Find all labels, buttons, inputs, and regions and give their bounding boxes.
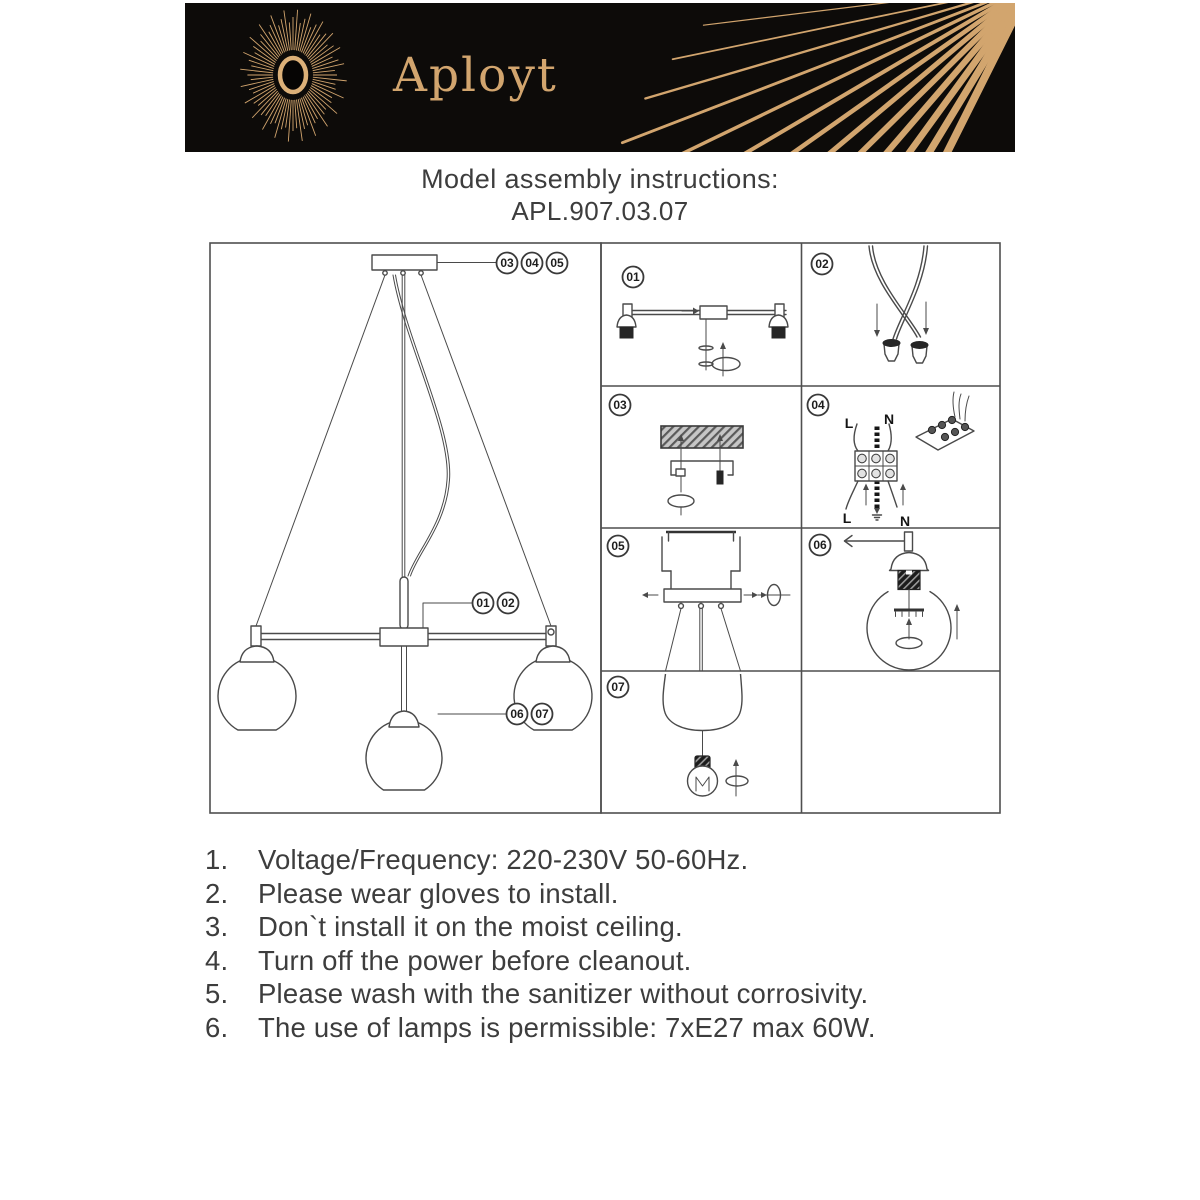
lamp-socket-icon	[772, 327, 785, 338]
svg-text:03: 03	[500, 256, 514, 270]
svg-text:05: 05	[550, 256, 564, 270]
center-rod	[400, 577, 408, 629]
glass-globe	[663, 674, 742, 731]
step-03-panel	[610, 395, 744, 516]
step-badge-07	[608, 677, 629, 698]
step-04-panel	[808, 392, 975, 529]
item-text: Please wear gloves to install.	[258, 877, 619, 909]
callout-07	[532, 704, 553, 725]
model-number: APL.907.03.07	[511, 196, 689, 226]
item-text: The use of lamps is permissible: 7xE27 max 60W.	[258, 1011, 876, 1043]
svg-text:02: 02	[501, 596, 515, 610]
wire-label-live-top: L	[844, 415, 854, 431]
instruction-item	[205, 877, 1035, 911]
item-text: Voltage/Frequency: 220-230V 50-60Hz.	[258, 844, 749, 875]
suspension-cable-left	[256, 275, 385, 626]
svg-text:01: 01	[626, 270, 640, 284]
callout-06	[507, 704, 528, 725]
step-05-panel	[608, 532, 791, 671]
step-badge-01	[623, 267, 644, 288]
item-number: 2.	[205, 877, 229, 909]
up-arrow-icon	[906, 618, 912, 625]
step-badge-02	[812, 254, 833, 275]
callout-02	[498, 593, 519, 614]
svg-text:05: 05	[611, 539, 625, 553]
step-badge-06	[810, 535, 831, 556]
junction-box	[380, 628, 428, 646]
svg-text:01: 01	[476, 596, 490, 610]
item-text: Don`t install it on the moist ceiling.	[258, 911, 683, 943]
callout-03	[497, 253, 518, 274]
callout-04	[522, 253, 543, 274]
ceiling-canopy	[372, 255, 437, 270]
lamp-socket-icon	[620, 327, 633, 338]
step-badge-05	[608, 536, 629, 557]
brand-logo-sunburst-icon	[240, 10, 346, 142]
step-02-panel	[812, 246, 930, 363]
step-badge-04	[808, 395, 829, 416]
step-badge-03	[610, 395, 631, 416]
page-title: Model assembly instructions:	[421, 164, 779, 194]
down-arrow-icon	[923, 328, 929, 335]
svg-text:06: 06	[813, 538, 827, 552]
wire-label-neutral-top: N	[883, 411, 895, 427]
svg-text:04: 04	[811, 398, 825, 412]
instruction-item	[205, 1011, 1035, 1045]
step-07-panel	[608, 674, 749, 796]
item-number: 5.	[205, 978, 229, 1010]
callout-05	[547, 253, 568, 274]
wire-label-live-bottom: L	[842, 510, 852, 526]
suspension-cable-right	[421, 275, 551, 626]
down-arrow-icon	[874, 330, 880, 337]
item-number: 1.	[205, 844, 229, 875]
decorative-rays-icon	[585, 3, 1015, 152]
item-number: 3.	[205, 911, 229, 943]
rotate-arrow-icon	[726, 759, 748, 796]
insert-arrow-icon	[693, 308, 699, 315]
step-06-panel	[810, 532, 961, 670]
svg-text:06: 06	[510, 707, 524, 721]
glass-globe-left	[218, 657, 296, 730]
terminal-block-3d	[916, 392, 974, 450]
instruction-list	[205, 843, 1035, 1045]
up-arrow-icon	[954, 604, 960, 611]
panel-grid	[210, 243, 1000, 813]
svg-text:02: 02	[815, 257, 829, 271]
svg-text:07: 07	[611, 680, 625, 694]
rotate-arrow-icon	[668, 495, 694, 507]
rotate-arrow-icon	[712, 342, 740, 376]
item-number: 4.	[205, 944, 229, 976]
item-text: Turn off the power before cleanout.	[258, 944, 692, 976]
instruction-item	[205, 910, 1035, 944]
svg-text:04: 04	[525, 256, 539, 270]
svg-text:03: 03	[613, 398, 627, 412]
ceiling-section	[661, 426, 743, 448]
wire-label-neutral-bottom: N	[899, 513, 911, 529]
item-number: 6.	[205, 1011, 229, 1043]
chandelier-drawing	[218, 253, 592, 791]
brand-banner	[185, 3, 1015, 152]
banner-art	[185, 3, 1015, 152]
power-cord	[393, 275, 447, 576]
ground-symbol-icon	[873, 508, 882, 520]
svg-text:07: 07	[535, 707, 549, 721]
instruction-item	[205, 843, 1035, 877]
step-01-panel	[617, 267, 788, 377]
instruction-item	[205, 944, 1035, 978]
item-text: Please wash with the sanitizer without corrosivity.	[258, 978, 869, 1010]
callout-01	[473, 593, 494, 614]
glass-globe-center	[366, 720, 442, 790]
right-arrow-icon	[752, 592, 758, 598]
left-arrow-icon	[642, 592, 648, 598]
light-bulb-icon	[688, 756, 718, 796]
canopy-plate	[664, 589, 741, 602]
brand-wordmark: Aployt	[393, 48, 558, 103]
instruction-item	[205, 977, 1035, 1011]
assembly-diagram	[205, 240, 1005, 815]
screw-icon	[717, 471, 723, 484]
socket-dome	[890, 553, 929, 571]
